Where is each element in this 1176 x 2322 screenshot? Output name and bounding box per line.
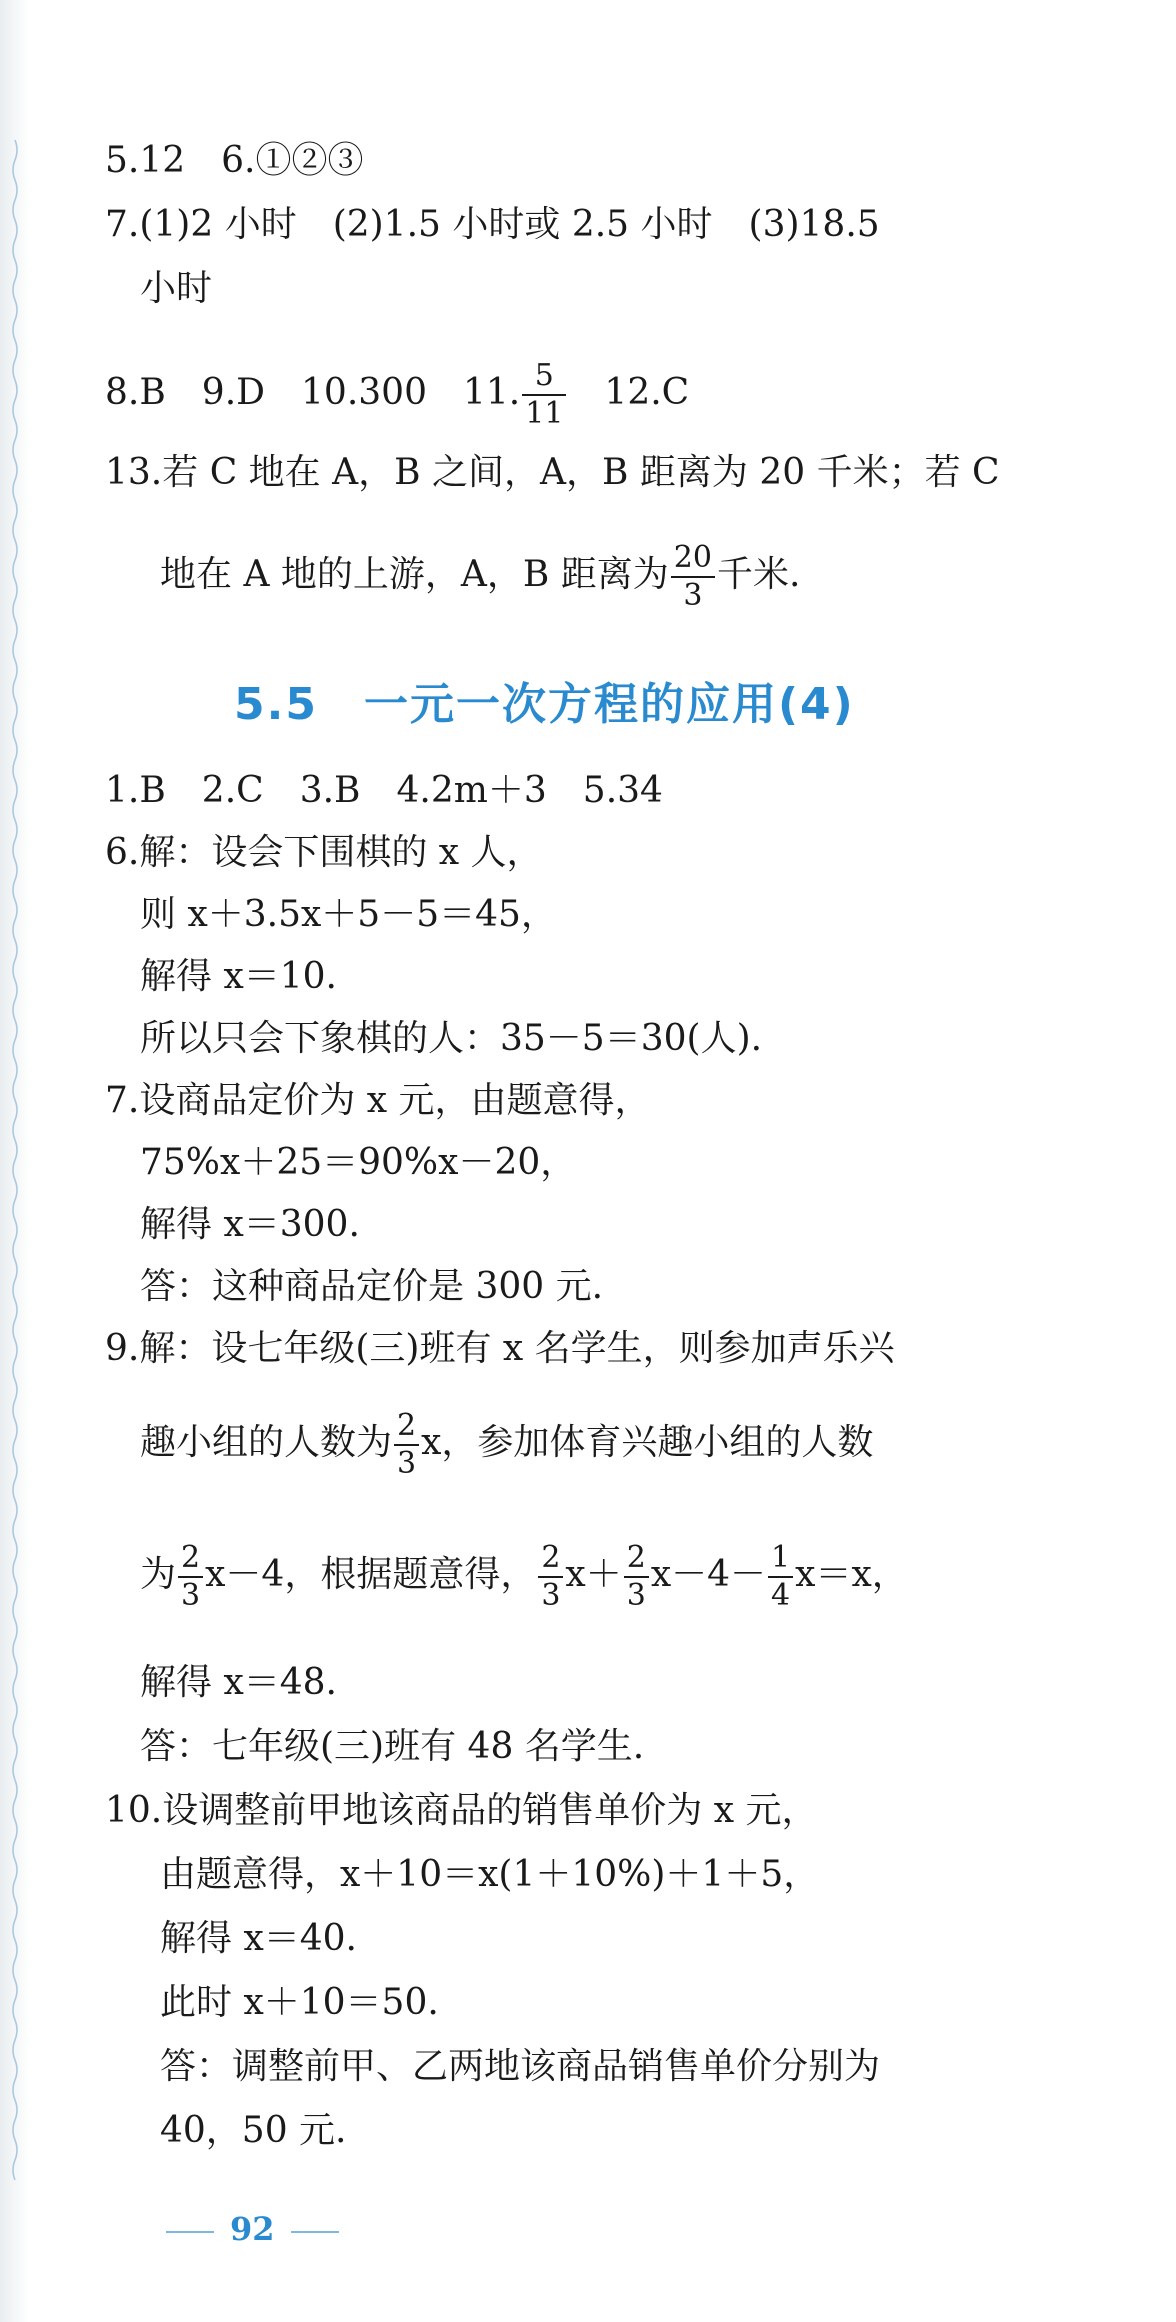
text-segment: x＋	[565, 1554, 622, 1595]
equation-line: 75%x＋25＝90%x－20，	[140, 1142, 577, 1183]
solution-line: 解得 x＝10.	[140, 956, 337, 997]
answer-line-7-cont: 小时	[140, 268, 213, 309]
text-segment: x，参加体育兴趣小组的人数	[421, 1422, 874, 1463]
fraction-denominator: 3	[541, 1578, 561, 1613]
fraction-numerator: 2	[538, 1540, 563, 1578]
answer-line-7b: 7.设商品定价为 x 元，由题意得，	[105, 1080, 651, 1121]
solution-line: 解得 x＝48.	[140, 1662, 337, 1703]
text-segment: x＝x，	[795, 1554, 908, 1595]
answer-line-13-cont	[160, 540, 800, 614]
equation-line: 则 x＋3.5x＋5－5＝45，	[140, 894, 557, 935]
fraction-numerator: 2	[178, 1540, 203, 1578]
text-segment: 为	[140, 1554, 177, 1595]
computation-line: 此时 x＋10＝50.	[160, 1982, 439, 2023]
text-segment: x－4，根据题意得，	[205, 1554, 537, 1595]
conclusion-line: 所以只会下象棋的人：35－5＝30(人).	[140, 1018, 763, 1059]
conclusion-line: 答：这种商品定价是 300 元.	[140, 1266, 604, 1307]
fraction-denominator: 3	[181, 1578, 201, 1613]
fraction-5-11	[522, 358, 566, 432]
equation-line-9	[140, 1540, 908, 1614]
fraction-denominator: 11	[525, 396, 564, 431]
fraction-2-3	[178, 1540, 203, 1614]
answer-line-7: 7.(1)2 小时 (2)1.5 小时或 2.5 小时 (3)18.5	[105, 204, 880, 245]
answer-line-6: 6.解：设会下围棋的 x 人，	[105, 832, 543, 873]
solution-line: 解得 x＝300.	[140, 1204, 360, 1245]
fraction-numerator: 1	[768, 1540, 793, 1578]
conclusion-line: 答：七年级(三)班有 48 名学生.	[140, 1726, 645, 1767]
answer-12: 12.C	[568, 372, 690, 413]
answers-8-11: 8.B 9.D 10.300 11.	[105, 372, 521, 413]
page-number	[150, 2210, 355, 2248]
fraction-denominator: 3	[683, 578, 703, 613]
fraction-numerator: 2	[624, 1540, 649, 1578]
fraction-2-3	[624, 1540, 649, 1614]
page-number-text: 92	[230, 2210, 275, 2248]
fraction-2-3	[394, 1408, 419, 1482]
answer-13-unit: 千米.	[716, 554, 801, 595]
section-heading: 5.5 一元一次方程的应用(4)	[234, 679, 855, 730]
fraction-denominator: 3	[626, 1578, 646, 1613]
answer-line-10: 10.设调整前甲地该商品的销售单价为 x 元，	[105, 1790, 818, 1831]
fraction-1-4	[768, 1540, 793, 1614]
answer-line-9-cont	[140, 1408, 873, 1482]
answer-line-13: 13.若 C 地在 A，B 之间，A，B 距离为 20 千米；若 C	[105, 452, 1000, 493]
fraction-denominator: 3	[397, 1446, 417, 1481]
answer-13-text: 地在 A 地的上游，A，B 距离为	[160, 554, 669, 595]
text-segment: 趣小组的人数为	[140, 1422, 393, 1463]
fraction-denominator: 4	[771, 1578, 791, 1613]
equation-line: 由题意得，x＋10＝x(1＋10%)＋1＋5，	[160, 1854, 820, 1895]
fraction-numerator: 20	[671, 540, 715, 578]
answer-line-9: 9.解：设七年级(三)班有 x 名学生，则参加声乐兴	[105, 1328, 895, 1369]
answer-line-8-12	[105, 358, 689, 432]
text-segment: x－4－	[650, 1554, 767, 1595]
fraction-numerator: 2	[394, 1408, 419, 1446]
answer-line-5-6: 5.12 6.①②③	[105, 140, 364, 181]
fraction-numerator: 5	[522, 358, 566, 396]
conclusion-line-cont: 40，50 元.	[160, 2110, 347, 2151]
fraction-2-3	[538, 1540, 563, 1614]
conclusion-line: 答：调整前甲、乙两地该商品销售单价分别为	[160, 2046, 881, 2087]
fraction-20-3	[671, 540, 715, 614]
solution-line: 解得 x＝40.	[160, 1918, 357, 1959]
page-number-dash-right	[291, 2231, 339, 2233]
margin-wavy-line	[10, 140, 20, 2180]
answer-line-1-5: 1.B 2.C 3.B 4.2m＋3 5.34	[105, 770, 663, 811]
page-number-dash-left	[166, 2231, 214, 2233]
